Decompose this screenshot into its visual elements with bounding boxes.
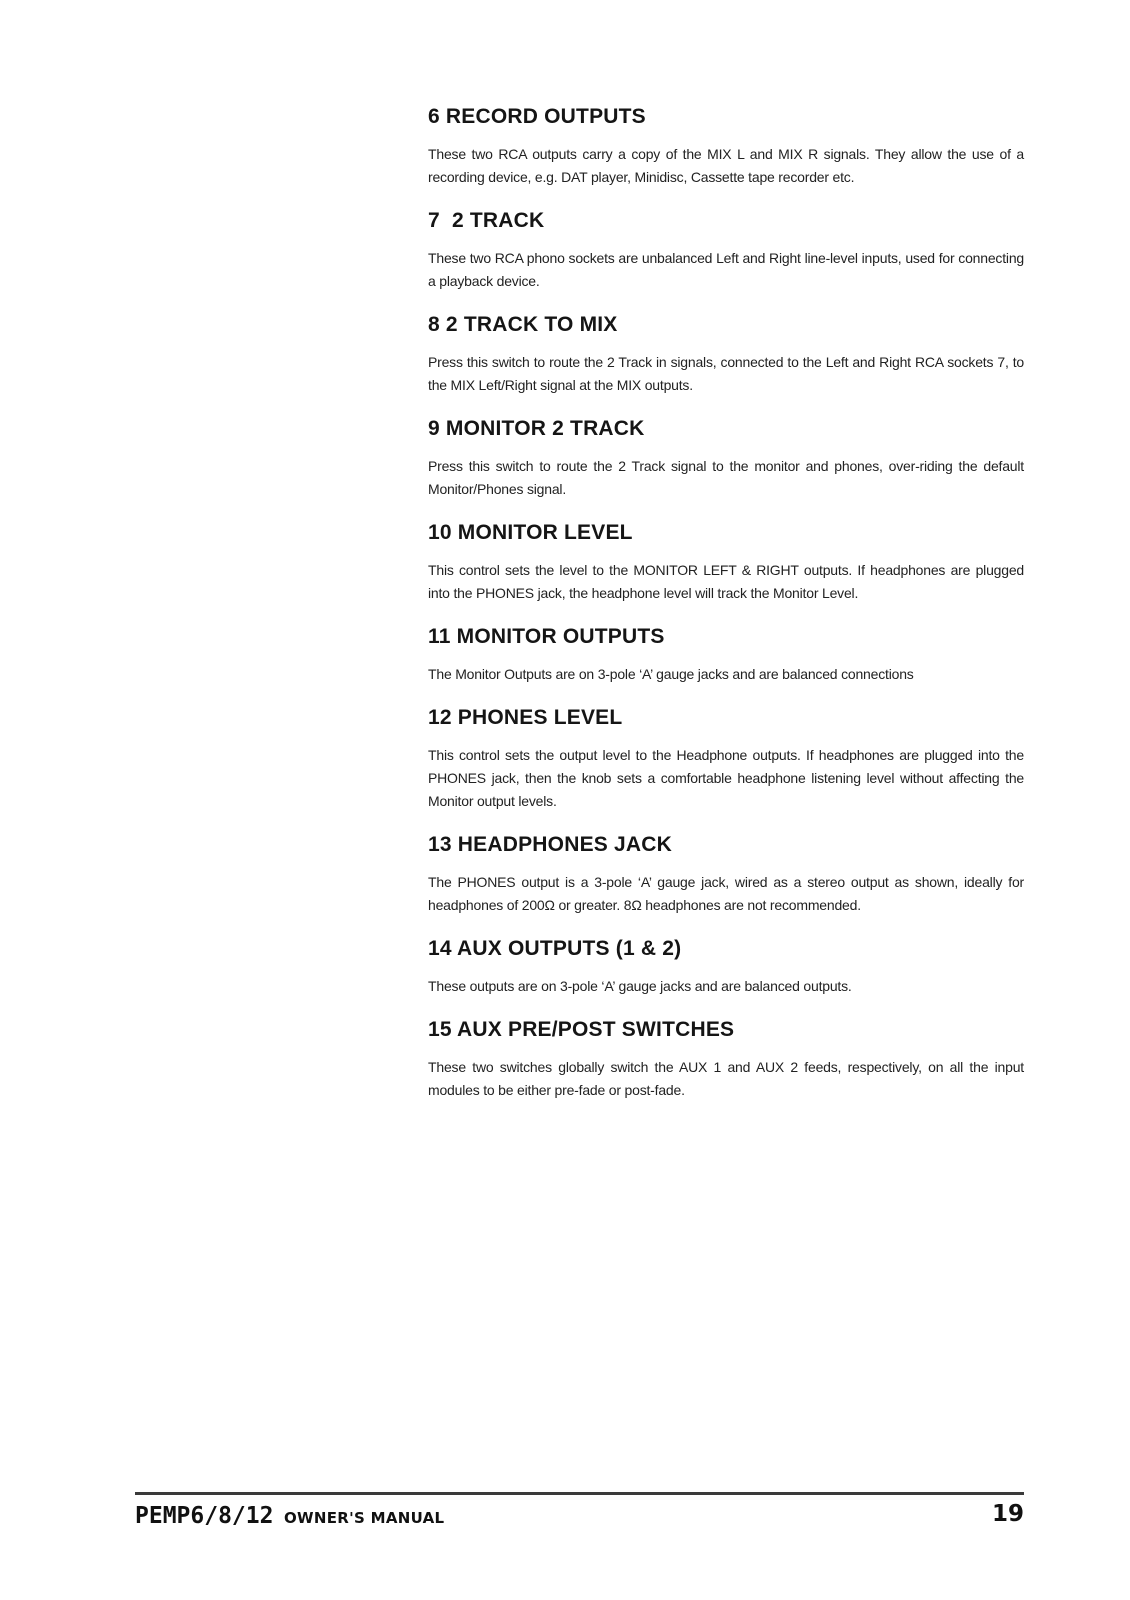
section-body: This control sets the level to the MONITOR LEFT & RIGHT outputs. If headphones are plugged into the PHONES jack, the headphone level will track the Monitor Level.	[428, 562, 1024, 601]
section-body: These outputs are on 3-pole ‘A’ gauge jacks and are balanced outputs.	[428, 978, 852, 994]
section-body: Press this switch to route the 2 Track signal to the monitor and phones, over-riding the default Monitor/Phones signal.	[428, 458, 1024, 497]
section-aux-pre-post-switches	[428, 1017, 1024, 1102]
section-body: The Monitor Outputs are on 3-pole ‘A’ gauge jacks and are balanced connections	[428, 666, 914, 682]
section-heading: 6 RECORD OUTPUTS	[428, 105, 646, 128]
main-content	[428, 104, 1024, 1121]
footer-title: OWNER'S MANUAL	[283, 1509, 445, 1527]
footer-left	[135, 1503, 444, 1529]
section-body: The PHONES output is a 3-pole ‘A’ gauge jack, wired as a stereo output as shown, ideally for headphones of 200Ω or greater. 8Ω headphones are not recommended.	[428, 874, 1024, 913]
section-body: Press this switch to route the 2 Track in signals, connected to the Left and Right RCA sockets 7, to the MIX Left/Right signal at the MIX outputs.	[428, 354, 1024, 393]
section-heading: 12 PHONES LEVEL	[428, 706, 623, 729]
section-heading: 15 AUX PRE/POST SWITCHES	[428, 1018, 735, 1041]
section-2-track-to-mix	[428, 312, 1024, 397]
section-heading: 9 MONITOR 2 TRACK	[428, 417, 645, 440]
section-phones-level	[428, 705, 1024, 813]
section-body: These two RCA phono sockets are unbalanced Left and Right line-level inputs, used for connecting a playback device.	[428, 250, 1024, 289]
section-heading: 10 MONITOR LEVEL	[428, 521, 633, 544]
section-headphones-jack	[428, 832, 1024, 917]
section-heading: 8 2 TRACK TO MIX	[428, 313, 618, 336]
footer-divider	[135, 1492, 1024, 1495]
section-record-outputs	[428, 104, 1024, 189]
section-monitor-level	[428, 520, 1024, 605]
section-heading: 13 HEADPHONES JACK	[428, 833, 672, 856]
section-body: These two switches globally switch the AUX 1 and AUX 2 feeds, respectively, on all the input modules to be either pre-fade or post-fade.	[428, 1059, 1024, 1098]
section-heading: 7 2 TRACK	[428, 209, 545, 232]
footer-model: PEMP6/8/12	[135, 1503, 274, 1529]
section-aux-outputs	[428, 936, 1024, 998]
section-heading: 14 AUX OUTPUTS (1 & 2)	[428, 937, 682, 960]
section-2-track	[428, 208, 1024, 293]
section-monitor-outputs	[428, 624, 1024, 686]
section-heading: 11 MONITOR OUTPUTS	[428, 625, 665, 648]
section-monitor-2-track	[428, 416, 1024, 501]
page-number: 19	[991, 1501, 1024, 1527]
section-body: These two RCA outputs carry a copy of the MIX L and MIX R signals. They allow the use of a recording device, e.g. DAT player, Minidisc, Cassette tape recorder etc.	[428, 146, 1024, 185]
section-body: This control sets the output level to the Headphone outputs. If headphones are plugged into the PHONES jack, then the knob sets a comfortable headphone listening level without affecting the Monitor output levels.	[428, 747, 1024, 809]
